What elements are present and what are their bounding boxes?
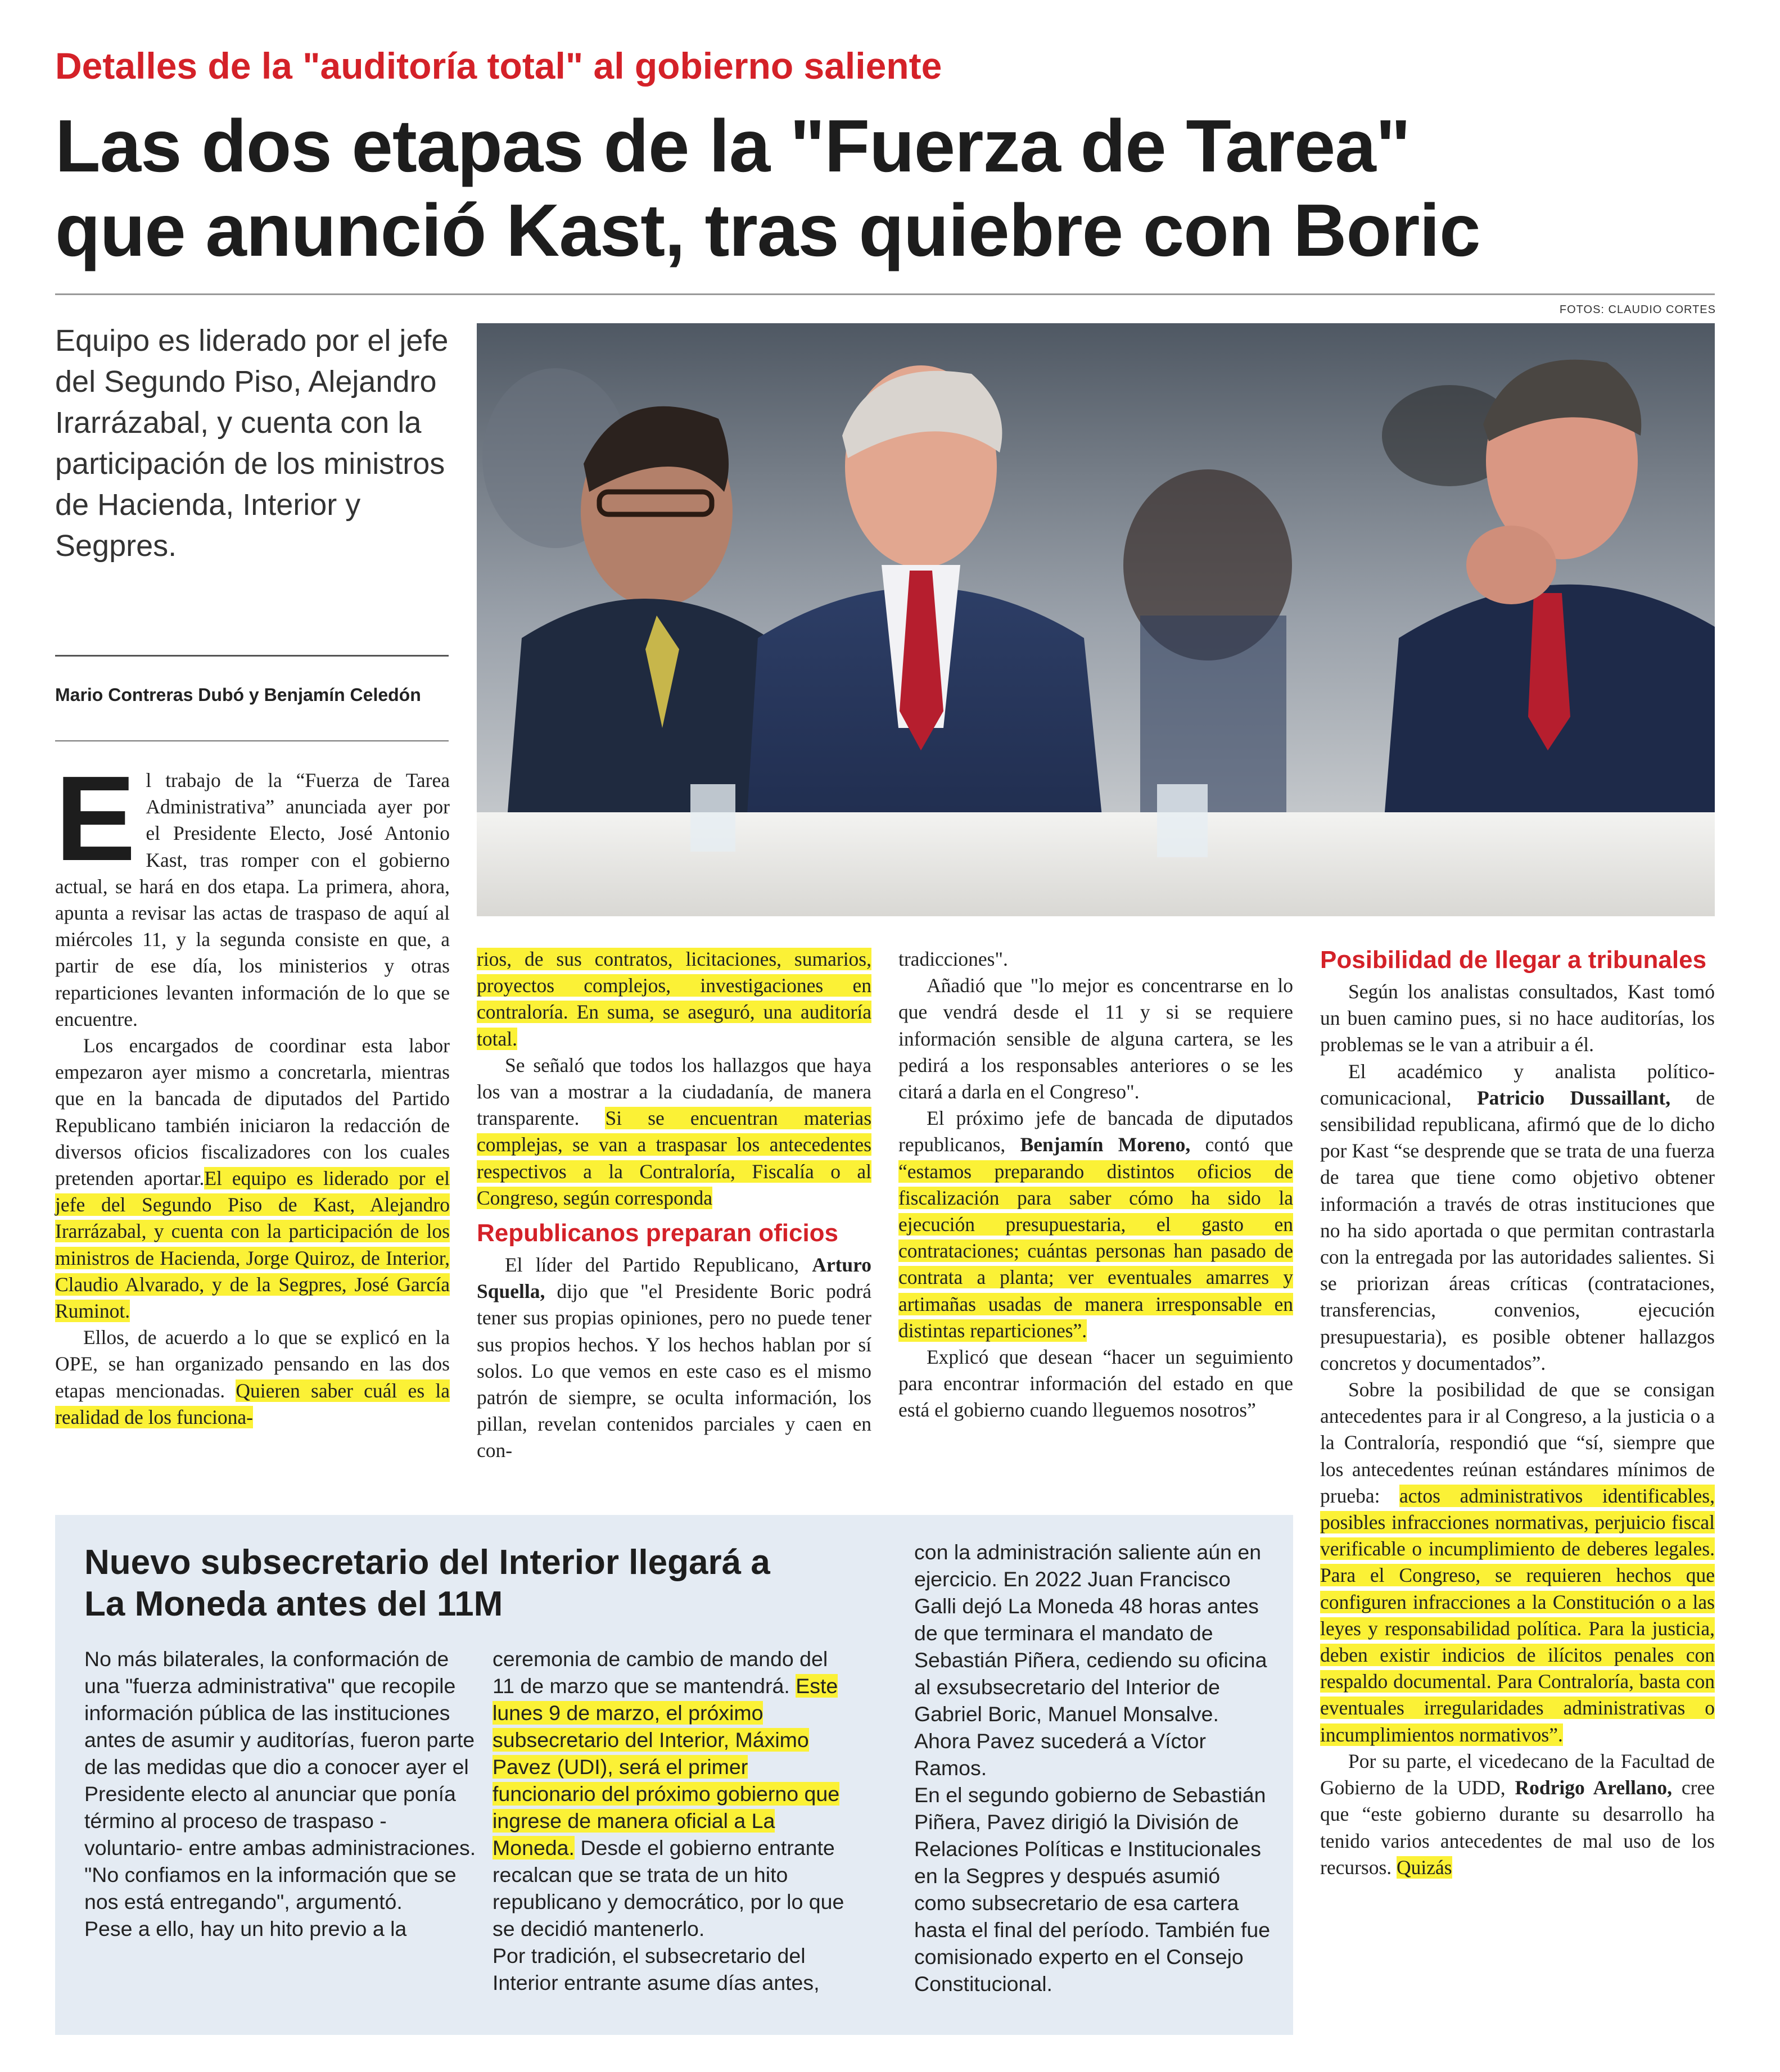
section-subhead: Posibilidad de llegar a tribunales xyxy=(1320,946,1707,974)
paragraph xyxy=(477,946,871,1052)
header-divider xyxy=(55,293,1715,295)
paragraph: con la administración saliente aún en ejercicio. En 2022 Juan Francisco Galli dejó La Moneda 48 horas antes de que terminara el mandato de Sebastián Piñera, cediendo su oficina al exsubsecretario del Interior de Gabriel Boric, Manuel Monsalve. Ahora Pavez sucederá a Víctor Ramos. xyxy=(914,1540,1267,1780)
paragraph-text: dijo que "el Presidente Boric podrá tener sus propias opiniones, pero no puede tener sus propios hechos. Y los hechos hablan por sí solos. Lo que vemos en este caso es el mismo patrón de siempre, se oculta información, los pillan, revelan contenidos parciales y caen en con- xyxy=(477,1280,872,1462)
headline-line-1: Las dos etapas de la "Fuerza de Tarea" xyxy=(55,105,1411,187)
article-deck: Equipo es liderado por el jefe del Segundo Piso, Alejandro Irarrázabal, y cuenta con la participación de los ministros de Hacienda, Interior y Segpres. xyxy=(55,324,449,563)
sidebar-box xyxy=(55,1515,1293,2035)
drop-cap: E xyxy=(55,750,136,886)
paragraph: Por tradición, el subsecretario del Interior entrante asume días antes, xyxy=(493,1944,820,1994)
section-subhead: Republicanos preparan oficios xyxy=(477,1219,839,1247)
highlighted-text: El equipo es liderado por el jefe del Segundo Piso de Kast, Alejandro Irarrázabal, y cuenta con la participación de los ministros de Hacienda, Jorge Quiroz, de Interior, Claudio Alvarado, y de la Segpres, José García Ruminot. xyxy=(55,1167,450,1323)
paragraph: No más bilaterales, la conformación de una "fuerza administrativa" que recopile información pública de las instituciones antes de asumir y auditorías, fueron parte de las medidas que dio a conocer ayer el Presidente electo al anunciar que ponía término al proceso de traspaso -voluntario- entre ambas administraciones. "No confiamos en la información que se nos está entregando", argumentó. xyxy=(84,1647,476,1913)
paragraph xyxy=(1320,1748,1715,1881)
paragraph-text: cree que “este gobierno durante su desarrollo ha tenido varios antecedentes de mal uso de los recursos. xyxy=(1320,1776,1715,1879)
highlighted-text: Quizás xyxy=(1397,1856,1452,1879)
paragraph-text: de sensibilidad republicana, afirmó que de lo dicho por Kast “se desprende que se trata de una fuerza de tarea que tiene como objetivo obtener información a través de otras instituciones que no ha sido aportada o que permitan contrastarla con la entregada por las autoridades salientes. Si se priorizan áreas críticas (contrataciones, transferencias, convenios, ejecución presupuestaria), es posible obtener hallazgos concretos y documentados”. xyxy=(1320,1086,1715,1374)
article-headline xyxy=(55,104,1719,273)
article-kicker: Detalles de la "auditoría total" al gobierno saliente xyxy=(55,45,942,87)
sidebar-column-1 xyxy=(84,1645,484,1942)
sidebar-title-line-2: La Moneda antes del 11M xyxy=(84,1585,503,1623)
paragraph-text: El líder del Partido Republicano, xyxy=(505,1254,799,1277)
headline-line-2: que anunció Kast, tras quiebre con Boric xyxy=(55,189,1480,272)
highlighted-text: rios, de sus contratos, licitaciones, sumarios, proyectos complejos, investigaciones en contraloría. En suma, se aseguró, una auditoría total. xyxy=(477,948,871,1050)
photo-credit: FOTOS: CLAUDIO CORTES xyxy=(1559,304,1716,316)
paragraph-text: Se señaló que todos los hallazgos que haya los van a mostrar a la ciudadanía, de manera transparente. xyxy=(477,1053,871,1130)
highlighted-text: actos administrativos identificables, posibles infracciones normativas, perjuicio fiscal verificable o incumplimiento de deberes legales. Para el Congreso, se requieren hechos que configuren infracciones a la Constitución o a las leyes y responsabilidad política. Para la justicia, deben existir indicios de ilícitos penales con respaldo documental. Para Contraloría, basta con eventuales irregularidades administrativas o incumplimientos normativos”. xyxy=(1320,1484,1715,1746)
paragraph: En el segundo gobierno de Sebastián Piñera, Pavez dirigió la División de Relaciones Políticas e Institucionales en la Segpres y después asumió como subsecretario de esa cartera hasta el final del período. También fue comisionado experto en el Consejo Constitucional. xyxy=(914,1783,1271,1996)
paragraph: Explicó que desean “hacer un seguimiento para encontrar información del estado en que está el gobierno cuando lleguemos nosotros” xyxy=(898,1346,1293,1422)
paragraph-text: ceremonia de cambio de mando del 11 de marzo que se mantendrá. xyxy=(493,1647,828,1698)
paragraph-text: El próximo jefe de bancada de diputados republicanos, xyxy=(898,1107,1293,1156)
person-name: Arturo Squella, xyxy=(477,1254,872,1303)
article-column-2 xyxy=(477,946,871,1464)
deck-divider xyxy=(55,655,449,657)
paragraph-text: El académico y analista político-comunicacional, xyxy=(1320,1060,1715,1109)
article-column-4 xyxy=(1320,946,1715,1881)
paragraph xyxy=(1320,1058,1715,1377)
paragraph-text: Sobre la posibilidad de que se consigan antecedentes para ir al Congreso, a la justicia o a la Contraloría, respondió que “sí, siempre que los antecedentes reúnan estándares mínimos de prueba: xyxy=(1320,1378,1715,1507)
paragraph xyxy=(55,1324,450,1431)
byline-divider xyxy=(55,740,449,741)
paragraph xyxy=(898,1105,1293,1344)
paragraph xyxy=(55,1033,450,1324)
paragraph: tradicciones". xyxy=(898,948,1008,970)
paragraph xyxy=(1320,1377,1715,1748)
photo-illustration xyxy=(477,323,1715,916)
article-column-3 xyxy=(898,946,1293,1424)
highlighted-text: “estamos preparando distintos oficios de fiscalización para saber cómo ha sido la ejecución presupuestaria, el gasto en contrataciones; cuántas personas han pasado de contrata a planta; ver eventuales amarres y artimañas usadas de manera irresponsable en distintas reparticiones”. xyxy=(898,1160,1293,1342)
paragraph-text: Por su parte, el vicedecano de la Facultad de Gobierno de la UDD, xyxy=(1320,1749,1715,1799)
sidebar-column-3 xyxy=(914,1539,1274,1997)
paragraph-text: contó que xyxy=(1205,1133,1293,1156)
highlighted-text: Este lunes 9 de marzo, el próximo subsecretario del Interior, Máximo Pavez (UDI), será el primer funcionario del próximo gobierno que ingrese de manera oficial a La Moneda. xyxy=(493,1674,840,1860)
paragraph-text: Los encargados de coordinar esta labor empezaron ayer mismo a concretarla, mientras que en la bancada de diputados del Partido Republicano también iniciaron la redacción de diversos oficios fiscalizadores con los cuales pretenden aportar. xyxy=(55,1034,450,1190)
paragraph: Según los analistas consultados, Kast tomó un buen camino pues, si no hace auditorías, los problemas se le van a atribuir a él. xyxy=(1320,980,1715,1056)
person-name: Rodrigo Arellano, xyxy=(1515,1776,1673,1799)
person-name: Patricio Dussaillant, xyxy=(1476,1086,1671,1109)
sidebar-title xyxy=(84,1542,871,1625)
person-name: Benjamín Moreno, xyxy=(1020,1133,1191,1156)
highlighted-text: Quieren saber cuál es la realidad de los funciona- xyxy=(55,1379,450,1428)
sidebar-title-line-1: Nuevo subsecretario del Interior llegará a xyxy=(84,1543,770,1582)
paragraph-text: Ellos, de acuerdo a lo que se explicó en la OPE, se han organizado pensando en las dos etapas mencionadas. xyxy=(55,1326,450,1402)
paragraph: Pese a ello, hay un hito previo a la xyxy=(84,1917,407,1940)
paragraph-text: Desde el gobierno entrante recalcan que se trata de un hito republicano y democrático, por lo que se decidió mantenerlo. xyxy=(493,1836,844,1940)
paragraph: Añadió que "lo mejor es concentrarse en lo que vendrá desde el 11 y si se requiere información sensible de alguna cartera, se les pedirá a los responsables anteriores o se les citará a darla en el Congreso". xyxy=(898,974,1293,1103)
article-photo xyxy=(477,323,1715,916)
paragraph xyxy=(493,1645,852,1942)
paragraph: l trabajo de la “Fuerza de Tarea Administrativa” anunciada ayer por el Presidente Electo, José Antonio Kast, tras romper con el gobierno actual, se hará en dos etapa. La primera, ahora, apunta a revisar las actas de traspaso de aquí al miércoles 11, y la segunda consiste en que, a partir de ese día, los ministerios y otras reparticiones levanten información de lo que se encuentre. xyxy=(55,769,450,1030)
article-byline: Mario Contreras Dubó y Benjamín Celedón xyxy=(55,685,421,705)
highlighted-text: Si se encuentran materias complejas, se van a traspasar los antecedentes respectivos a la Contraloría, Fiscalía o al Congreso, según corresponda xyxy=(477,1107,872,1209)
sidebar-column-2 xyxy=(493,1645,852,1996)
paragraph xyxy=(477,1052,871,1211)
article-column-1 xyxy=(55,750,450,1431)
paragraph xyxy=(477,1252,871,1464)
